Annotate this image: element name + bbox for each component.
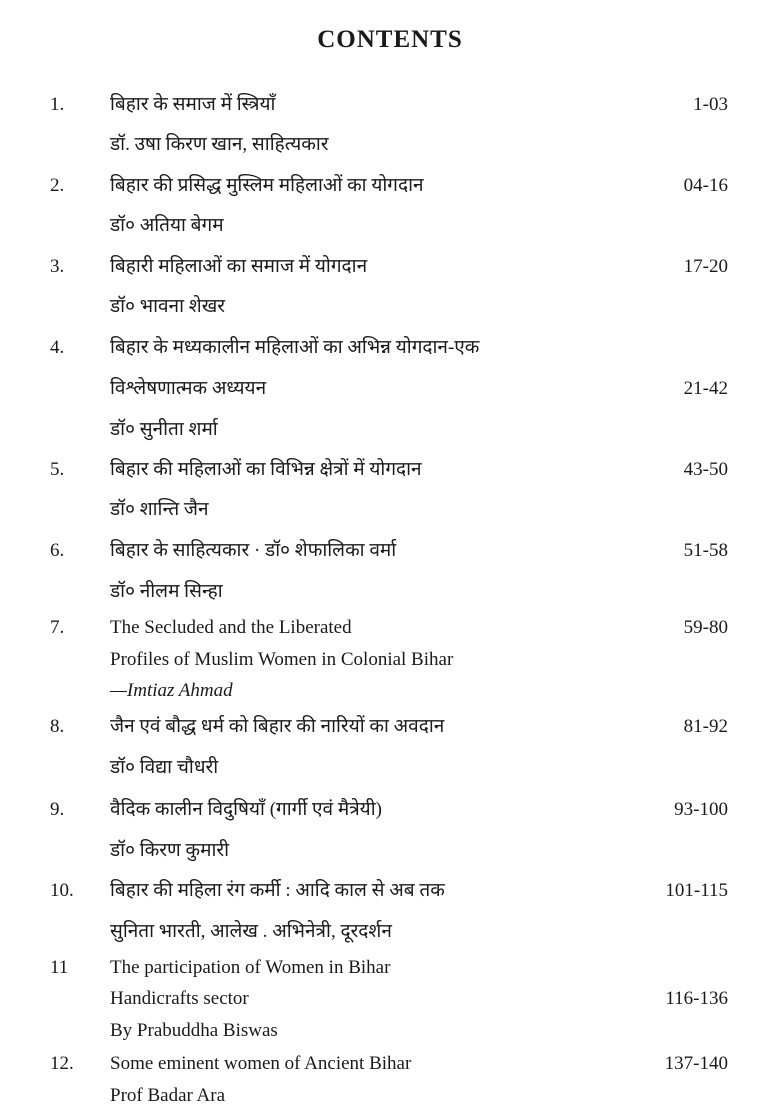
entry-page-range: 43-50: [683, 459, 728, 480]
entry-text: Prof Badar Ara: [110, 1085, 226, 1106]
toc-entry-line: [0, 575, 780, 609]
entry-title: Some eminent women of Ancient Bihar: [110, 1053, 412, 1074]
entry-title: The Secluded and the Liberated: [110, 617, 352, 638]
toc-entry-line: [0, 611, 780, 645]
entry-number: 4.: [50, 337, 65, 358]
entry-text: By Prabuddha Biswas: [110, 1020, 278, 1041]
entry-page-range: 116-136: [665, 988, 728, 1009]
entry-number: 2.: [50, 175, 65, 196]
entry-text: Profiles of Muslim Women in Colonial Bihar: [110, 649, 454, 670]
entry-title: बिहार की प्रसिद्ध मुस्लिम महिलाओं का योगदान: [110, 175, 424, 196]
toc-entry-line: [0, 250, 780, 284]
entry-text: —Imtiaz Ahmad: [110, 680, 233, 701]
entry-page-range: 04-16: [683, 175, 728, 196]
entry-number: 5.: [50, 459, 65, 480]
entry-text: डॉ० किरण कुमारी: [110, 840, 230, 861]
toc-entry-line: [0, 1014, 780, 1048]
entry-number: 9.: [50, 799, 65, 820]
entry-text: डॉ० नीलम सिन्हा: [110, 581, 223, 602]
entry-number: 10.: [50, 880, 74, 901]
entry-page-range: 101-115: [665, 880, 728, 901]
entry-text: सुनिता भारती, आलेख . अभिनेत्री, दूरदर्शन: [110, 921, 392, 942]
entry-number: 12.: [50, 1053, 74, 1074]
entry-title: बिहार के साहित्यकार · डॉ० शेफालिका वर्मा: [110, 540, 397, 561]
toc-entry-line: [0, 493, 780, 527]
toc-entry-line: [0, 169, 780, 203]
toc-entry-line: [0, 1047, 780, 1081]
entry-text: डॉ० अतिया बेगम: [110, 215, 224, 236]
toc-entry-line: [0, 793, 780, 827]
entry-text: विश्लेषणात्मक अध्ययन: [110, 378, 267, 399]
toc-entry-line: [0, 534, 780, 568]
toc-entry-line: [0, 128, 780, 162]
toc-entry-line: [0, 372, 780, 406]
toc-entry-line: [0, 413, 780, 447]
toc-entry-line: [0, 643, 780, 677]
toc-entry-line: [0, 674, 780, 708]
entry-page-range: 51-58: [683, 540, 728, 561]
entry-page-range: 21-42: [683, 378, 728, 399]
entry-text: डॉ० विद्या चौधरी: [110, 757, 219, 778]
toc-entry-line: [0, 88, 780, 122]
page-title: CONTENTS: [317, 26, 463, 53]
toc-entry-line: [0, 453, 780, 487]
toc-entry-line: [0, 290, 780, 324]
toc-entry-line: [0, 331, 780, 365]
entry-page-range: 93-100: [674, 799, 728, 820]
toc-entry-line: [0, 834, 780, 868]
entry-title: जैन एवं बौद्ध धर्म को बिहार की नारियों का अवदान: [110, 716, 445, 737]
entry-title: The participation of Women in Bihar: [110, 957, 391, 978]
entry-number: 6.: [50, 540, 65, 561]
entry-title: बिहार के मध्यकालीन महिलाओं का अभिन्न योगदान-एक: [110, 337, 480, 358]
entry-text: डॉ० सुनीता शर्मा: [110, 419, 218, 440]
toc-entry-line: [0, 951, 780, 985]
entry-page-range: 59-80: [683, 617, 728, 638]
entry-title: बिहारी महिलाओं का समाज में योगदान: [110, 256, 368, 277]
entry-text: डॉ. उषा किरण खान, साहित्यकार: [110, 134, 329, 155]
entry-number: 3.: [50, 256, 65, 277]
toc-entry-line: [0, 751, 780, 785]
entry-title: वैदिक कालीन विदुषियाँ (गार्गी एवं मैत्रेयी): [110, 799, 382, 820]
entry-page-range: 17-20: [683, 256, 728, 277]
entry-title: बिहार की महिलाओं का विभिन्न क्षेत्रों में योगदान: [110, 459, 422, 480]
entry-page-range: 1-03: [693, 94, 728, 115]
entry-number: 11: [50, 957, 69, 978]
entry-text: डॉ० शान्ति जैन: [110, 499, 209, 520]
entry-text: डॉ० भावना शेखर: [110, 296, 226, 317]
entry-number: 1.: [50, 94, 65, 115]
toc-entry-line: [0, 874, 780, 908]
entry-page-range: 81-92: [683, 716, 728, 737]
entry-number: 8.: [50, 716, 65, 737]
entry-title: बिहार के समाज में स्त्रियाँ: [110, 94, 276, 115]
entry-number: 7.: [50, 617, 65, 638]
entry-title: बिहार की महिला रंग कर्मी : आदि काल से अब तक: [110, 880, 445, 901]
toc-entry-line: [0, 209, 780, 243]
toc-entry-line: [0, 710, 780, 744]
entry-page-range: 137-140: [664, 1053, 728, 1074]
entry-text: Handicrafts sector: [110, 988, 249, 1009]
toc-entry-line: [0, 915, 780, 949]
toc-entry-line: [0, 982, 780, 1016]
